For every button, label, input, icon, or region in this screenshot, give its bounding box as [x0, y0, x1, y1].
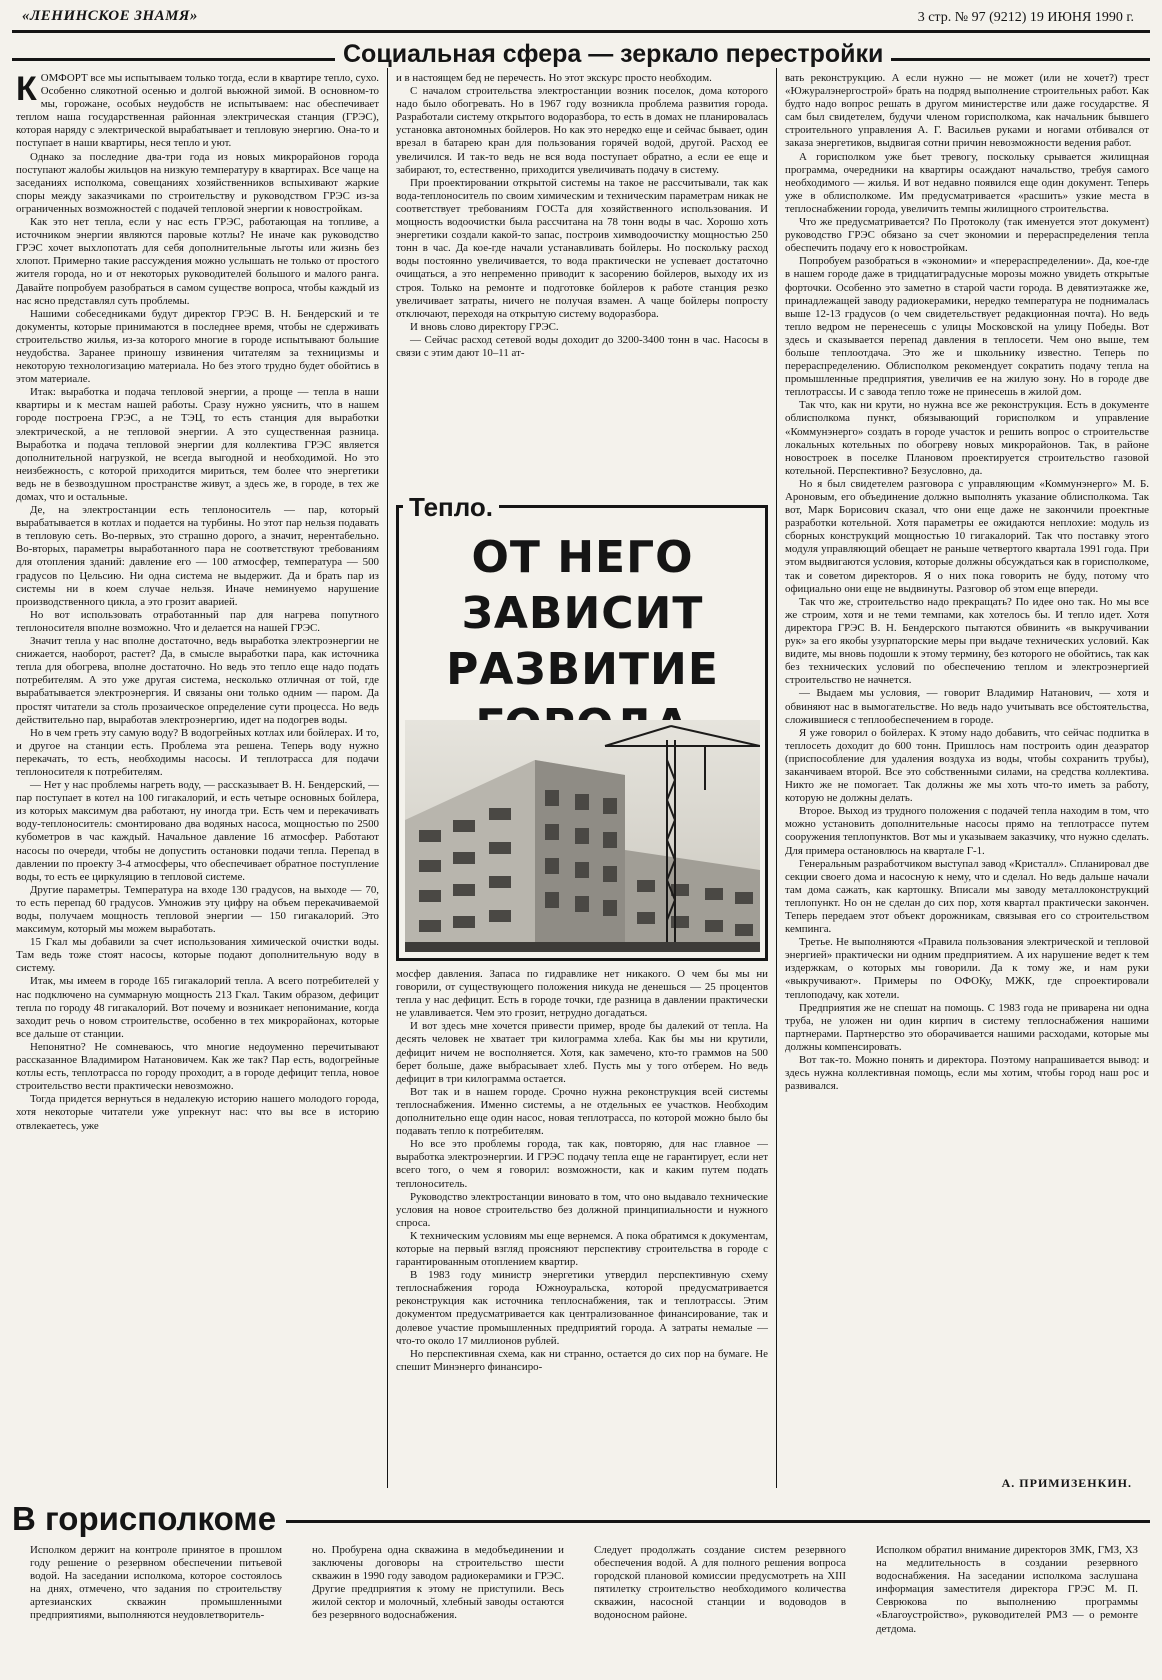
bottom-column-1: Исполком держит на контроле принятое в прошлом году решение о резервном обеспечении питьевой водой. На заседании исполкома, которое состоялось на днях, отмечено, что задания по строительству артезианских скважин промышленными предприятиями, выполняются неудовлетворитель- — [30, 1544, 282, 1622]
paragraph: — Сейчас расход сетевой воды доходит до 3200-3400 тонн в час. Насосы в связи с этим дают 10–11 ат- — [396, 333, 768, 359]
column-rule-2 — [776, 68, 777, 1488]
paragraph: Так что же, строительство надо прекращать? По идее оно так. Но мы все же строим, хотя и не теми темпами, как хотелось бы. И тепло идет. Хотя директора ГРЭС В. Н. Бендерского пытаются обвинить «в выкручивании рук» за его якобы узурпаторские меры при выдаче технических условий. Как видите, мы вновь подошли к этому термину, без которого не обойтись, так как без технических условий по обеспечению теплом и электроэнергией строительство не начнется. — [785, 595, 1149, 687]
paragraph: Другие параметры. Температура на входе 130 градусов, на выходе — 70, то есть перепад 60 градусов. Умножив эту цифру на объем перекачиваемой воды, получаем мощность тепловой энергии — 150 гигакалорий. Это максимум, который мы можем выработать. — [16, 883, 379, 936]
paragraph: 15 Гкал мы добавили за счет использования химической очистки воды. Там ведь тоже стоят насосы, которые подают дополнительную воду в систему. — [16, 936, 379, 975]
paragraph: Предприятия же не спешат на помощь. С 1983 года не приварена ни одна труба, не уложен ни один кирпич в систему теплоснабжения нашими партнерами. Партнерство это оборачивается нашими расходами, которые мы должны компенсировать. — [785, 1001, 1149, 1053]
paragraph: Третье. Не выполняются «Правила пользования электрической и тепловой энергией» практически ни одним предприятием. А их нарушение ведет к тем издержкам, о которых мы говорили. Да к тому же, и нам руки «выкручивают». Примеры по ОФОКу, МЖК, где спроектировали теплоподачу, как хотели. — [785, 936, 1149, 1001]
paragraph: Но вот использовать отработанный пар для нагрева попутного теплоносителя вполне возможно. Что и делается на нашей ГРЭС. — [16, 608, 379, 634]
newspaper-name: «ЛЕНИНСКОЕ ЗНАМЯ» — [22, 8, 198, 24]
paragraph: Вот так-то. Можно понять и директора. Поэтому напрашивается вывод: и здесь нужна коллективная помощь, если мы хотим, чтобы город наш рос и развивался. — [785, 1054, 1149, 1093]
building-photo — [405, 720, 760, 952]
paragraph: — Выдаем мы условия, — говорит Владимир Натанович, — хотя и обвиняют нас в вымогательстве. Но ведь надо учитывать все обстоятельства, сложившиеся с теплообеспечением в городе. — [785, 687, 1149, 726]
paragraph: Значит тепла у нас вполне достаточно, ведь выработка электроэнергии не снижается, наоборот, растет? Да, в смысле выработки пара, как источника тепла для обогрева, вполне достаточно. Но ведь это тепло еще надо подать потребителям. А это уже другая система, несколько отличная от той, где вырабатывается электроэнергия. И связаны они только одним — паром. Да простят читатели за столь прозаическое определение сути процесса. Но ведь действительно пар, выработав электроэнергию, идет на подогрев воды. — [16, 635, 379, 726]
paragraph: С началом строительства электростанции возник поселок, дома которого надо было обогревать. Но в 1967 году возникла проблема развития города. Разработали систему открытого водоразбора, то есть в домах не планировалась установка автономных бойлеров. Но как это нередко еще и сейчас бывает, один врезал в батарею кран для пользования горячей водой, другой. Расход ее увеличился. И так-то ведь не вся вода поступает обратно, а если ее еще и забирают, то, естественно, приходится увеличивать подачу в систему. — [396, 85, 768, 176]
paragraph: мосфер давления. Запаса по гидравлике нет никакого. О чем бы мы ни говорили, от существующего положения никуда не денешься — 25 процентов тепла у нас дефицит. Есть в городе точки, где разница в давлении практически не улавливается. Чем это грозит, нетрудно догадаться. — [396, 968, 768, 1020]
bottom-section-title: В горисполкоме — [12, 1500, 286, 1538]
article-kicker: Тепло. — [403, 492, 499, 523]
paragraph: Но я был свидетелем разговора с управляющим «Коммунэнерго» М. Б. Ароновым, его объединение должно выполнять указание облисполкома. Так вот, Марк Борисович сказал, что они еще даже не закончили проектные разработки котельной. Хотя параметры ее ожидаются неплохие: модуль из сборных конструкций мощностью 10 гигакалорий. Так что поставку этого модуля управляющий обещает не раньше четвертого квартала 1991 года. При этом выдвигаются условия, которые должны обсуждаться как в горисполкоме, так и советом директоров. Я о них пока говорить не буду, потому что официально они еще не выдвинуты. Разговор об этом еще впереди. — [785, 477, 1149, 595]
paragraph: К техническим условиям мы еще вернемся. А пока обратимся к документам, которые на первый взгляд проясняют перспективу строительства в городе с гарантированным отоплением квартир. — [396, 1229, 768, 1269]
paragraph: Попробуем разобраться в «экономии» и «перераспределении». Да, кое-где в нашем городе даже в тридцатиградусные морозы можно увидеть открытые форточки. Особенно это заметно в старой части города. В девятиэтажке же, принадлежащей заводу радиокерамики, нередко температура не поднималась выше 12-13 градусов (о чем свидетельствует редакционная почта). Но ведь тепло ведром не перенесешь с улицы Московской на улицу Победы. Вот здесь и сказывается перепад давления в теплосети. Чем оно выше, тем больше теплоотдача. Это же и школьнику известно. Теперь по перераспределению. Облисполком рекомендует сократить подачу тепла на промышленные предприятия, увеличив ее на жилую зону. Но в городе две теплотрассы. И с завода тепло тоже не принесешь в жилой дом. — [785, 255, 1149, 399]
paragraph: Тогда придется вернуться в недалекую историю нашего молодого города, хотя некоторые читатели уже упрекнут нас: что вы все в историю отвлекаетесь, уже — [16, 1093, 379, 1132]
paragraph: Я уже говорил о бойлерах. К этому надо добавить, что сейчас подпитка в теплосеть доходит до 600 тонн. Пришлось нам построить один деаэратор (приспособление для удаления воздуха из воды, чтобы сохранить трубы), заканчиваем второй. Все это собственными силами, на средства коллектива. Никто же не помогает. Так должны же мы хоть что-то иметь за работу, которую не должны делать. — [785, 726, 1149, 805]
paragraph: Руководство электростанции виновато в том, что оно выдавало технические условия на новое строительство без должной принципиальности и нужного спроса. — [396, 1190, 768, 1229]
paragraph: Итак, мы имеем в городе 165 гигакалорий тепла. А всего потребителей у нас подключено на суммарную мощность 213 Гкал. Таким образом, дефицит тепла по городу 48 гигакалорий. Вот почему и возникает непонимание, когда заходит речь о новом строительстве, особенно в тех микрорайонах, которые все дальше от станции. — [16, 975, 379, 1040]
paragraph: Но перспективная схема, как ни странно, остается до сих пор на бумаге. Не спешит Минэнерго финансиро- — [396, 1347, 768, 1373]
paragraph: Непонятно? Не сомневаюсь, что многие недоуменно перечитывают рассказанное Владимиром Натановичем. Как же так? Пар есть, водогрейные котлы есть, теплотрасса по городу проходит, а в городе дефицит тепла, новое строительство вести практически невозможно. — [16, 1040, 379, 1093]
headline-line-1: ОТ НЕГО ЗАВИСИТ — [461, 532, 704, 639]
paragraph: ОМФОРТ все мы испытываем только тогда, если в квартире тепло, сухо. Особенно слякотной осенью и долгой вьюжной зимой. В основном-то мы, горожане, особых неудобств не испытываем: нас обеспечивает теплом наша государственная районная электрическая станция (ГРЭС), которая наряду с электрической вырабатывает и тепловую энергию. Она-то и поступает в наши квартиры, неся тепло и уют. — [16, 72, 379, 150]
article-column-2-top — [396, 72, 768, 484]
article-column-2-bottom — [396, 968, 768, 1484]
paragraph: В 1983 году министр энергетики утвердил перспективную схему теплоснабжения города Южноуральска, которой предусматривается реконструкция как источника теплоснабжения, так и теплотрассы. Этим документом предусматривается как централизованное финансирование, так и долевое участие промышленных предприятий города. А затраты немалые — что-то около 17 миллионов рублей. — [396, 1269, 768, 1347]
bottom-column-4: Исполком обратил внимание директоров ЗМК, ГМЗ, ХЗ на медлительность в создании резервного водоснабжения. На заседании исполкома заслушана информация заместителя директора ГРЭС М. П. Севрюкова по выполнению программы «Благоустройство», руководителей РМЗ — о ремонте детдома. — [876, 1544, 1138, 1635]
paragraph: И вот здесь мне хочется привести пример, вроде бы далекий от тепла. На десять человек не хватает три килограмма хлеба. Как бы мы ни крутили, дефицит ничем не восполняется. Хотя, как замечено, кто-то граммов на 500 берет больше, даже выбрасывает хлеб. Пусть мы у того отберем. Но ведь дефицит в три килограмма остается. — [396, 1020, 768, 1085]
headline-line-2: РАЗВИТИЕ — [446, 644, 719, 695]
paragraph: При проектировании открытой системы на такое не рассчитывали, так как вода-теплоноситель по своим химическим и техническим параметрам никак не соответствует требованиям ГОСТа для хозяйственного использования. И мощность водоочистки была рассчитана на 78 тонн воды в час. Хорошо хоть энергетики создали какой-то запас, построив химводоочистку мощностью 250 тонн в час. Да кое-где начали устанавливать бойлеры. Но поскольку расход воды постоянно увеличивается, то вода практически не успевает достаточно очищаться, а это непременно приводит к засорению бойлеров, выходу их из строя. Только на ремонте и подготовке бойлеров к работе станция резко увеличивает затраты, ничего не получая взамен. А чаще бойлеры попросту отключают, переходя на открытую систему водоразбора. — [396, 176, 768, 320]
paragraph: Нашими собеседниками будут директор ГРЭС В. Н. Бендерский и те документы, которые принимаются в последнее время, чтобы не сдерживать строительство жилья, из-за которого многие в городе испытывают большие неудобства. Заранее приношу извинения читателям за техницизмы и некоторую технологизацию материала. Но без этого трудно будет обойтись в этом материале. — [16, 307, 379, 386]
drop-cap: К — [16, 72, 37, 108]
paragraph: А горисполком уже бьет тревогу, поскольку срывается жилищная программа, очередники на квартиры осаждают начальство, требуя самого необходимого — жилья. И вот недавно появился еще один документ. Теперь уже в облисполкоме. Им предусматривается «расшить» узкие места в теплоснабжении города, увеличить темпы жилищного строительства. — [785, 150, 1149, 215]
issue-info: 3 стр. № 97 (9212) 19 ИЮНЯ 1990 г. — [917, 10, 1134, 25]
paragraph: Однако за последние два-три года из новых микрорайонов города поступают жалобы жильцов на низкую температуру в квартирах. Все чаще на заседаниях исполкома, совещаниях хозяйственников вспыхивают жаркие споры между заказчиками по строительству и руководством ГРЭС из-за ограниченных возможностей с подачей тепловой энергии к новостройкам. — [16, 150, 379, 215]
paragraph: и в настоящем бед не перечесть. Но этот экскурс просто необходим. — [396, 72, 712, 84]
paragraph: Но в чем греть эту самую воду? В водогрейных котлах или бойлерах. И то, и другое на станции есть. Проблема эта решена. Теперь воду нужно перекачать, то есть, необходимы насосы. И теплотрасса для подачи теплоносителя к потребителям. — [16, 726, 379, 778]
paragraph: И вновь слово директору ГРЭС. — [410, 320, 559, 333]
bottom-column-2: но. Пробурена одна скважина в медобъединении и заключены договоры на строительство шести скважин в 1990 году заводом радиокерамики и ГРЭС. Другие предприятия к этому не приступили. Весь жилой сектор и молочный, хлебный заводы остаются без резервного водоснабжения. — [312, 1544, 564, 1622]
paragraph: Как это нет тепла, если у нас есть ГРЭС, работающая на топливе, а источником энергии являются паровые котлы? Не иначе как руководство ГРЭС хочет выхлопотать для себя дополнительные льготы или жизнь без хлопот. Примерно такие рассуждения можно услышать не только от простого жителя города, но и от некоторых руководителей большого и малого ранга. Давайте попробуем разобраться в самом существе вопроса, чтобы каждый из нас ясно представлял суть проблемы. — [16, 216, 379, 307]
building-photo-image — [405, 720, 760, 952]
paragraph: Итак: выработка и подача тепловой энергии, а проще — тепла в наши квартиры и к местам нашей работы. Сразу нужно уяснить, что в нашем городе построена ГРЭС, а не ТЭЦ, то есть станция для выработки электрической, а не тепловой энергии. А это существенная разница. Выработка и подача тепловой энергии для коллектива ГРЭС является дополнительной нагрузкой, не всегда выгодной и необходимой. Но это неизбежность, с которой приходится мириться, тем более что энергетики ведь не в безвоздушном пространстве живут, а здесь же, в городе, в тех же домах, что и остальные. — [16, 386, 379, 503]
paragraph: Второе. Выход из трудного положения с подачей тепла находим в том, что можно установить дополнительные насосы прямо на теплотрассе путем сооружения теплопунктов. Вот мы и указываем заказчику, что нужно сделать. Для примера остановлюсь на квартале Г-1. — [785, 805, 1149, 857]
paragraph: Генеральным разработчиком выступал завод «Кристалл». Спланировал две секции своего дома и насосную к нему, что и сделал. Но ведь дальше начали там дома сажать, как картошку. Вписали мы заводу металлоконструкций теплопункт. Но он не сделан до сих пор, хотя квартал практически закончен. Теперь передаем этот объект дорожникам, связывая его со строительством кемпинга. — [785, 857, 1149, 936]
column-rule-1 — [387, 68, 388, 1488]
paragraph: вать реконструкцию. А если нужно — не может (или не хочет?) трест «Южуралэнергострой» брать на подряд выполнение строительных работ. Как будто надо вопрос решать в другом министерстве или даже государстве. Я сам был свидетелем, будучи членом горисполкома, как начальник бывшего строительного управления А. Г. Васильев руками и ногами отбивался от заказа энергетиков, выдвигая сотни причин невозможности ведения работ. — [785, 72, 1149, 150]
article-column-3 — [785, 72, 1149, 1474]
bottom-column-3: Следует продолжать создание систем резервного обеспечения водой. А для полного решения вопроса городской плановой комиссии предусмотреть на XIII пятилетку строительство необходимого количества скважин, насосной станции и водоводов в водоносном районе. — [594, 1544, 846, 1622]
paragraph: Так что, как ни крути, но нужна все же реконструкция. Есть в документе облисполкома пункт, обязывающий горисполком и управление «Коммунэнерго» создать в городе участок и решить вопрос о строительстве локальных котельных по обогреву новых микрорайонов. Так, в районе новостроек в поселке Плановом проектируется строительство газовой котельной. Перспективно? Безусловно, да. — [785, 399, 1149, 477]
paragraph: Де, на электростанции есть теплоноситель — пар, который вырабатывается в котлах и подается на турбины. Но этот пар нельзя подавать в тепловую сеть. Во-первых, это страшно дорого, а значит, нерентабельно. Во-вторых, параметры выработанного пара не соответствуют требованиям для отопления зданий: давление его — 100 атмосфер, температура — 500 градусов по Цельсию. Ни одна система не выдержит. Да и брать пар из системы ни в коем случае нельзя. Иначе неминуемо нарушение производственного цикла, а это грозит аварией. — [16, 504, 379, 608]
paragraph: Вот так и в нашем городе. Срочно нужна реконструкция всей системы теплоснабжения. Именно системы, а не отдельных ее участков. Необходим дополнительно еще один насос, новая теплотрасса, по которой можно было бы подавать тепло к потребителям. — [396, 1085, 768, 1138]
paragraph: — Нет у нас проблемы нагреть воду, — рассказывает В. Н. Бендерский, — пар поступает в котел на 100 гигакалорий, и есть четыре основных бойлера, из которых максимум два работают, ну иногда три. Есть чем и перекачивать воду-теплоноситель: смонтировано два водяных насоса, мощностью по 2500 кубометров в час каждый. Начальное давление 16 атмосфер. Работают насосы по очереди, чтобы не допустить остановки подачи тепла. Перепад в давлении по проекту 3-4 атмосферы, что обеспечивает обратное поступление воды, то есть ее циркуляцию в тепловой системе. — [16, 779, 379, 883]
paragraph: Но все это проблемы города, так как, повторяю, для нас главное — выработка электроэнергии. И ГРЭС подачу тепла еще не гарантирует, если нет всего того, о чем я говорил: возможности, как и каким путем подать теплоноситель. — [396, 1138, 768, 1190]
section-title: Социальная сфера — зеркало перестройки — [335, 40, 891, 69]
article-signature: А. ПРИМИЗЕНКИН. — [1001, 1476, 1132, 1490]
article-column-1 — [16, 72, 379, 1482]
paragraph: Что же предусматривается? По Протоколу (так именуется этот документ) руководство ГРЭС обязано за счет экономии и перераспределения тепла обеспечить подачу его к новостройкам. — [785, 216, 1149, 255]
header-rule — [12, 30, 1150, 33]
